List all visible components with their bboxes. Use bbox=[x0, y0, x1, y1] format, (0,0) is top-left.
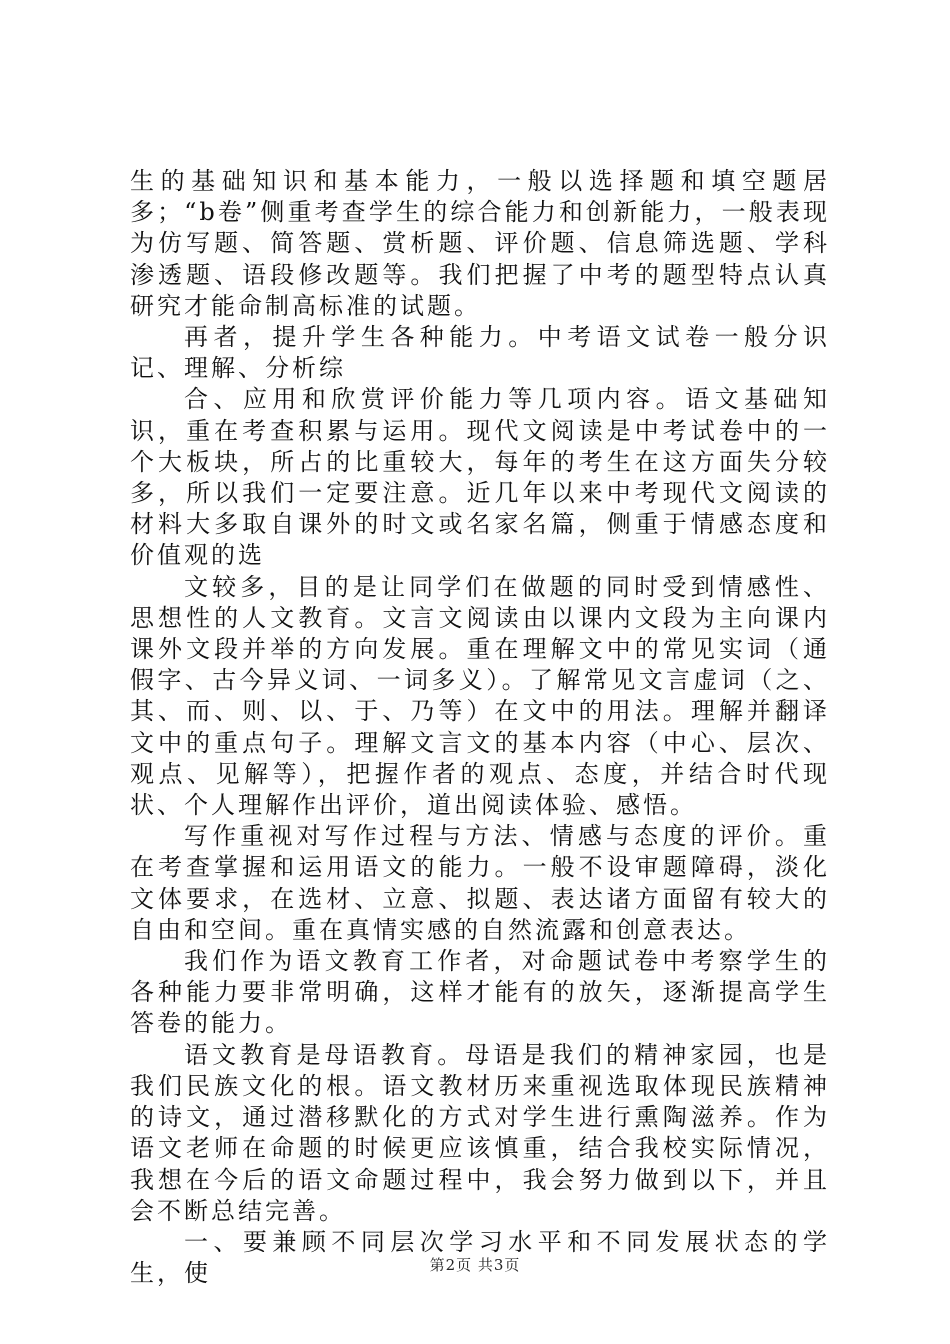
paragraph-3: 合、应用和欣赏评价能力等几项内容。语文基础知识，重在考查积累与运用。现代文阅读是中考试卷中的一个大板块，所占的比重较大，每年的考生在这方面失分较多，所以我们一定要注意。近几年以来中考现代文阅读的材料大多取自课外的时文或名家名篇，侧重于情感态度和价值观的选 bbox=[130, 385, 830, 570]
paragraph-4: 文较多，目的是让同学们在做题的同时受到情感性、思想性的人文教育。文言文阅读由以课内文段为主向课内课外文段并举的方向发展。重在理解文中的常见实词（通假字、古今异义词、一词多义）。了解常见文言虚词（之、其、而、则、以、于、乃等）在文中的用法。理解并翻译文中的重点句子。理解文言文的基本内容（中心、层次、观点、见解等），把握作者的观点、态度，并结合时代现状、个人理解作出评价，道出阅读体验、感悟。 bbox=[130, 572, 830, 820]
paragraph-2: 再者，提升学生各种能力。中考语文试卷一般分识记、理解、分析综 bbox=[130, 323, 830, 383]
paragraph-6: 我们作为语文教育工作者，对命题试卷中考察学生的各种能力要非常明确，这样才能有的放矢，逐渐提高学生答卷的能力。 bbox=[130, 947, 830, 1038]
paragraph-7: 语文教育是母语教育。母语是我们的精神家园，也是我们民族文化的根。语文教材历来重视选取体现民族精神的诗文，通过潜移默化的方式对学生进行熏陶滋养。作为语文老师在命题的时候更应该慎重，结合我校实际情况，我想在今后的语文命题过程中，我会努力做到以下，并且会不断总结完善。 bbox=[130, 1040, 830, 1225]
document-body bbox=[130, 166, 830, 1289]
page-number-footer: 第2页 共3页 bbox=[429, 1256, 521, 1274]
paragraph-8: 一、要兼顾不同层次学习水平和不同发展状态的学生，使 bbox=[130, 1227, 830, 1288]
paragraph-5: 写作重视对写作过程与方法、情感与态度的评价。重在考查掌握和运用语文的能力。一般不设审题障碍，淡化文体要求，在选材、立意、拟题、表达诸方面留有较大的自由和空间。重在真情实感的自然流露和创意表达。 bbox=[130, 822, 830, 944]
paragraph-1: 生的基础知识和基本能力，一般以选择题和填空题居多；“b卷”侧重考查学生的综合能力和创新能力，一般表现为仿写题、简答题、赏析题、评价题、信息筛选题、学科渗透题、语段修改题等。我们把握了中考的题型特点认真研究才能命制高标准的试题。 bbox=[130, 167, 830, 320]
